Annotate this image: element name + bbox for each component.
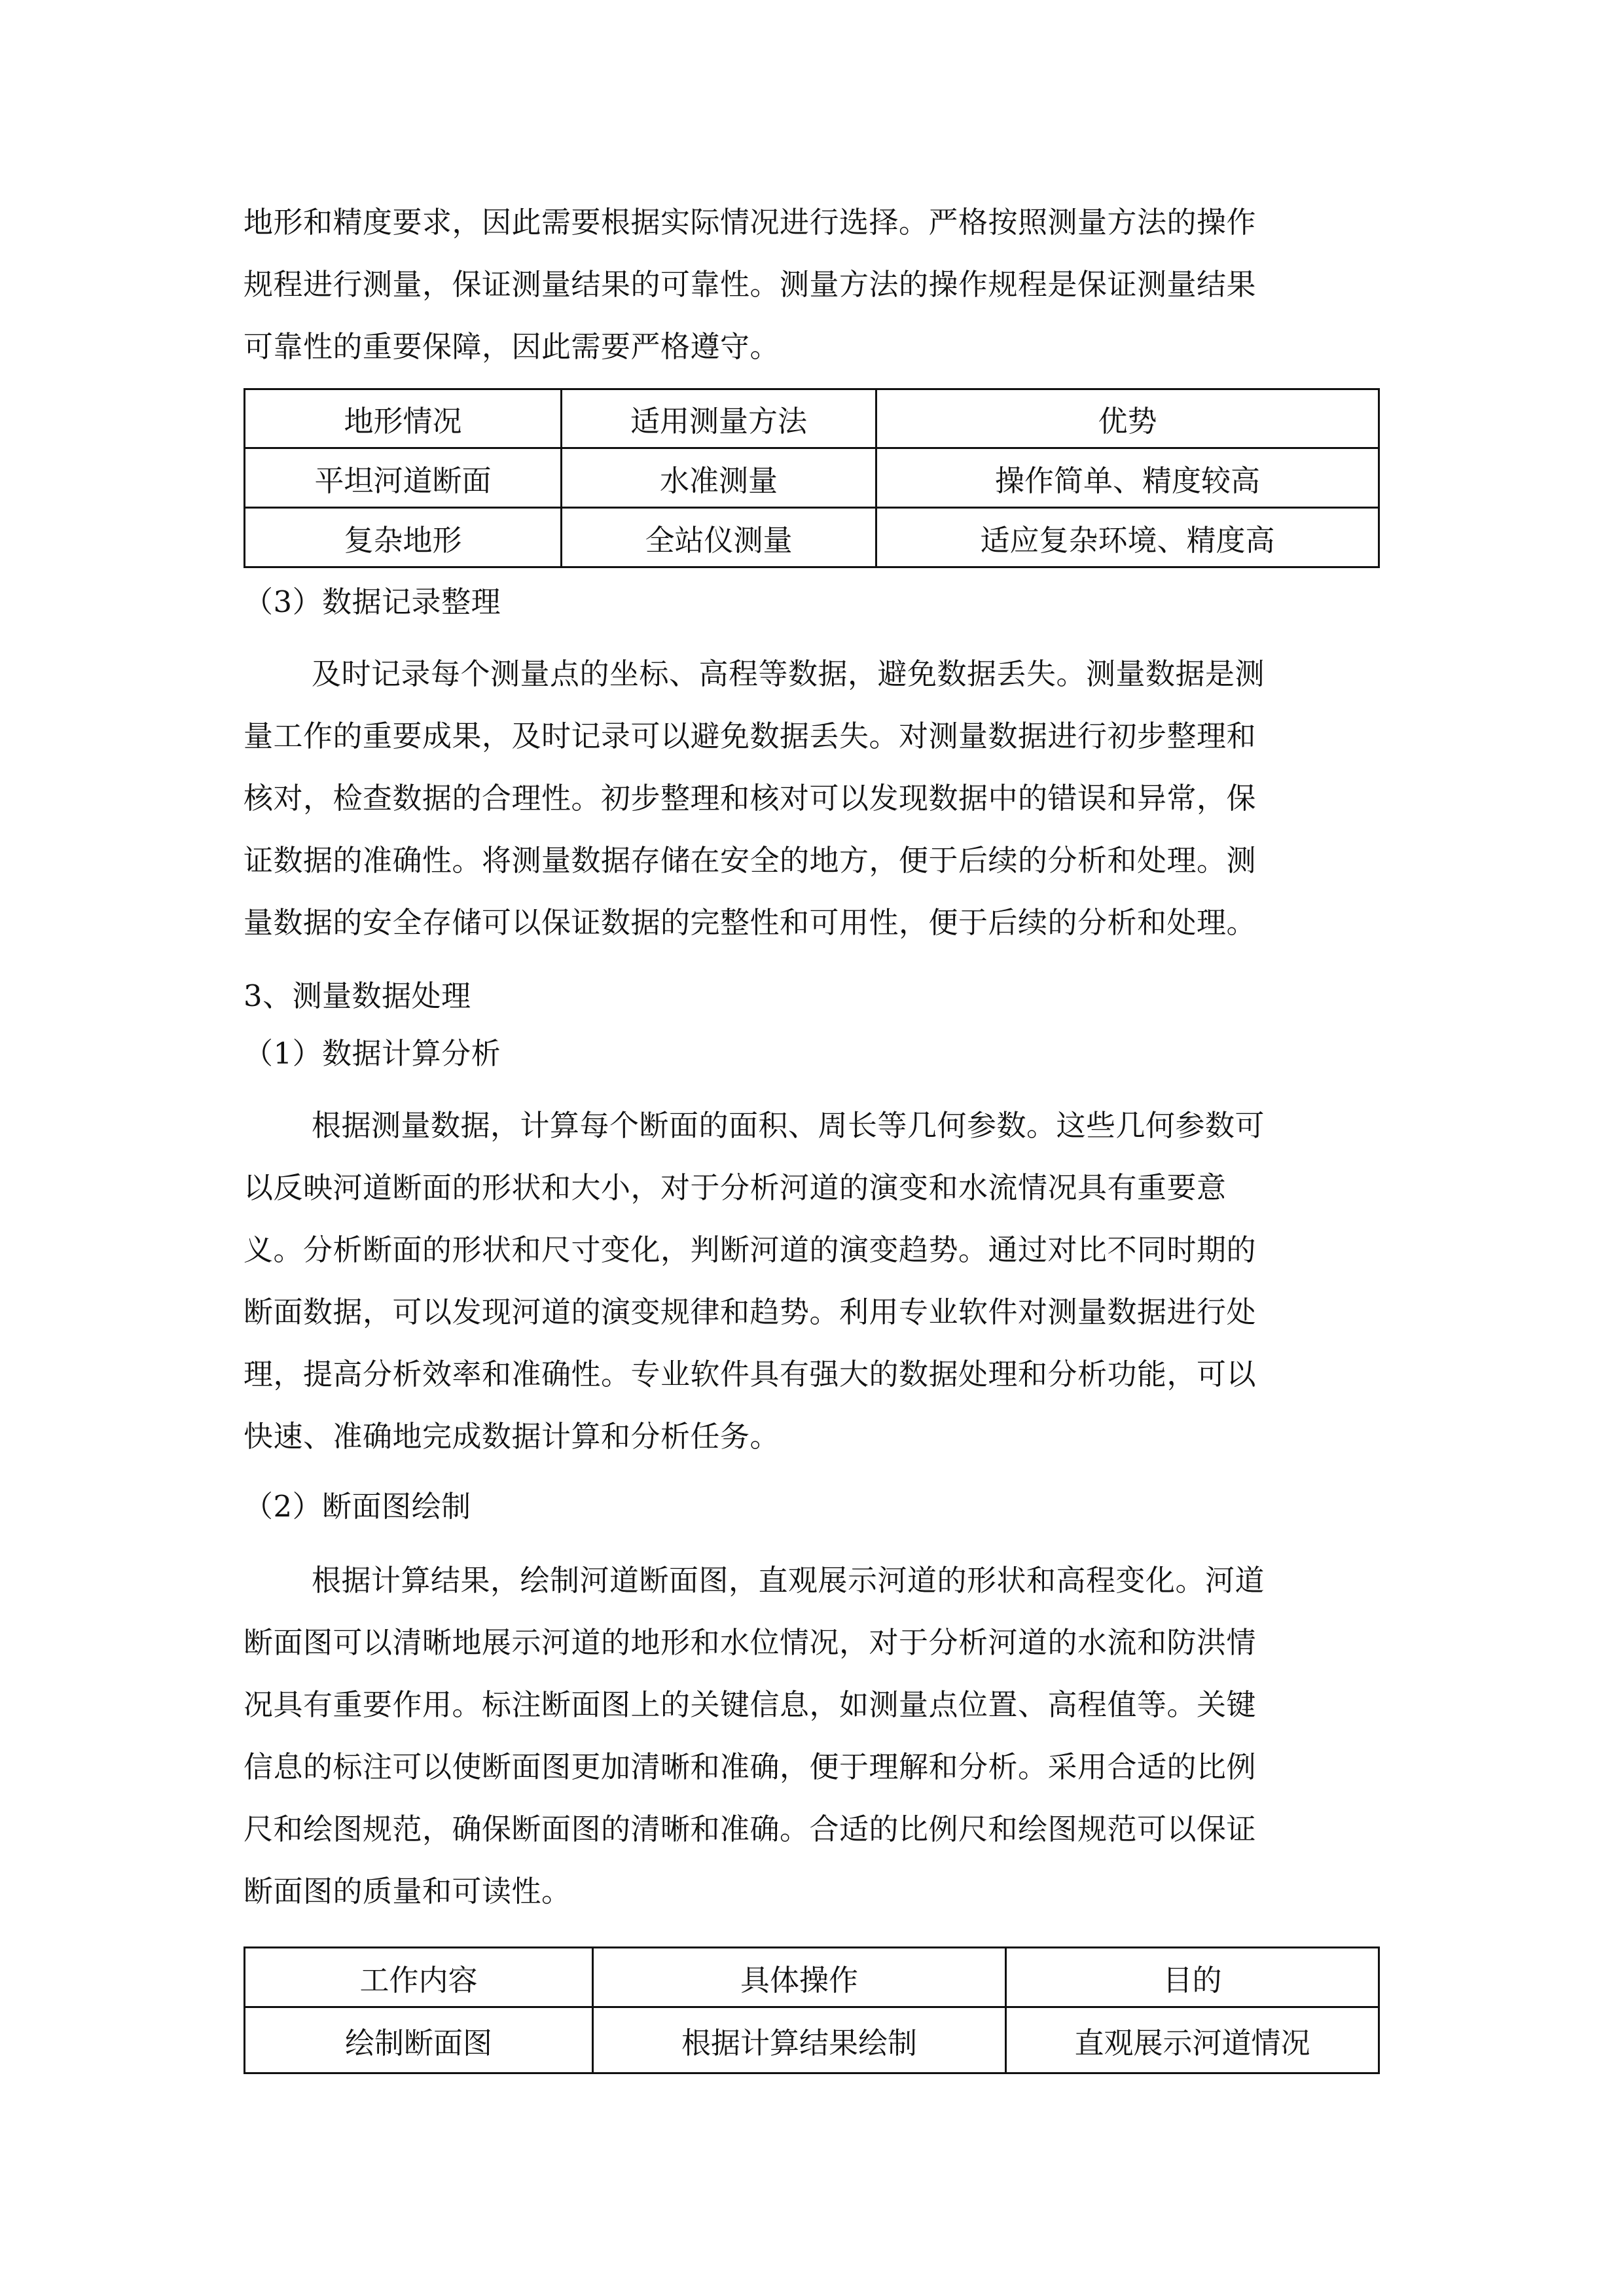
paragraph-line: 及时记录每个测量点的坐标、高程等数据，避免数据丢失。测量数据是测	[312, 656, 1265, 691]
section-heading: 3、测量数据处理	[244, 978, 471, 1013]
section-heading: （1）数据计算分析	[244, 1036, 501, 1071]
table-cell: 水准测量	[562, 448, 876, 508]
table-cell: 适应复杂环境、精度高	[876, 508, 1379, 567]
table-header-cell: 工作内容	[245, 1948, 593, 2007]
section-heading: （2）断面图绘制	[244, 1489, 471, 1524]
paragraph-line: 以反映河道断面的形状和大小，对于分析河道的演变和水流情况具有重要意	[244, 1170, 1227, 1205]
paragraph-line: 义。分析断面的形状和尺寸变化，判断河道的演变趋势。通过对比不同时期的	[244, 1232, 1257, 1267]
table-row	[245, 448, 1379, 508]
paragraph-line: 地形和精度要求，因此需要根据实际情况进行选择。严格按照测量方法的操作	[244, 205, 1257, 240]
paragraph-line: 快速、准确地完成数据计算和分析任务。	[244, 1419, 780, 1454]
table-row	[245, 2007, 1379, 2073]
paragraph-line: 尺和绘图规范，确保断面图的清晰和准确。合适的比例尺和绘图规范可以保证	[244, 1812, 1257, 1846]
table-header-row	[245, 389, 1379, 448]
paragraph-line: 信息的标注可以使断面图更加清晰和准确，便于理解和分析。采用合适的比例	[244, 1749, 1257, 1784]
table-cell: 根据计算结果绘制	[593, 2007, 1006, 2073]
table-cell: 全站仪测量	[562, 508, 876, 567]
paragraph-line: 可靠性的重要保障，因此需要严格遵守。	[244, 329, 780, 364]
table-cell: 复杂地形	[245, 508, 562, 567]
table-header-cell: 目的	[1006, 1948, 1379, 2007]
table-header-cell: 具体操作	[593, 1948, 1006, 2007]
paragraph-line: 量工作的重要成果，及时记录可以避免数据丢失。对测量数据进行初步整理和	[244, 719, 1257, 753]
table-header-cell: 适用测量方法	[562, 389, 876, 448]
table-cell: 操作简单、精度较高	[876, 448, 1379, 508]
paragraph-line: 证数据的准确性。将测量数据存储在安全的地方，便于后续的分析和处理。测	[244, 843, 1257, 878]
paragraph-line: 断面数据，可以发现河道的演变规律和趋势。利用专业软件对测量数据进行处	[244, 1295, 1257, 1329]
section-heading: （3）数据记录整理	[244, 584, 501, 619]
paragraph-line: 根据计算结果，绘制河道断面图，直观展示河道的形状和高程变化。河道	[312, 1563, 1265, 1598]
methods-table	[244, 388, 1380, 568]
table-header-row	[245, 1948, 1379, 2007]
paragraph-line: 断面图可以清晰地展示河道的地形和水位情况，对于分析河道的水流和防洪情	[244, 1625, 1257, 1660]
table-cell: 平坦河道断面	[245, 448, 562, 508]
paragraph-line: 根据测量数据，计算每个断面的面积、周长等几何参数。这些几何参数可	[312, 1108, 1265, 1143]
paragraph-line: 核对，检查数据的合理性。初步整理和核对可以发现数据中的错误和异常，保	[244, 781, 1257, 816]
paragraph-line: 理，提高分析效率和准确性。专业软件具有强大的数据处理和分析功能，可以	[244, 1357, 1257, 1391]
paragraph-line: 量数据的安全存储可以保证数据的完整性和可用性，便于后续的分析和处理。	[244, 905, 1257, 940]
table-row	[245, 508, 1379, 567]
paragraph-line: 况具有重要作用。标注断面图上的关键信息，如测量点位置、高程值等。关键	[244, 1687, 1257, 1722]
paragraph-line: 断面图的质量和可读性。	[244, 1874, 571, 1909]
table-header-cell: 地形情况	[245, 389, 562, 448]
table-cell: 绘制断面图	[245, 2007, 593, 2073]
table-header-cell: 优势	[876, 389, 1379, 448]
paragraph-line: 规程进行测量，保证测量结果的可靠性。测量方法的操作规程是保证测量结果	[244, 267, 1257, 302]
table-cell: 直观展示河道情况	[1006, 2007, 1379, 2073]
drawing-table	[244, 1946, 1380, 2074]
